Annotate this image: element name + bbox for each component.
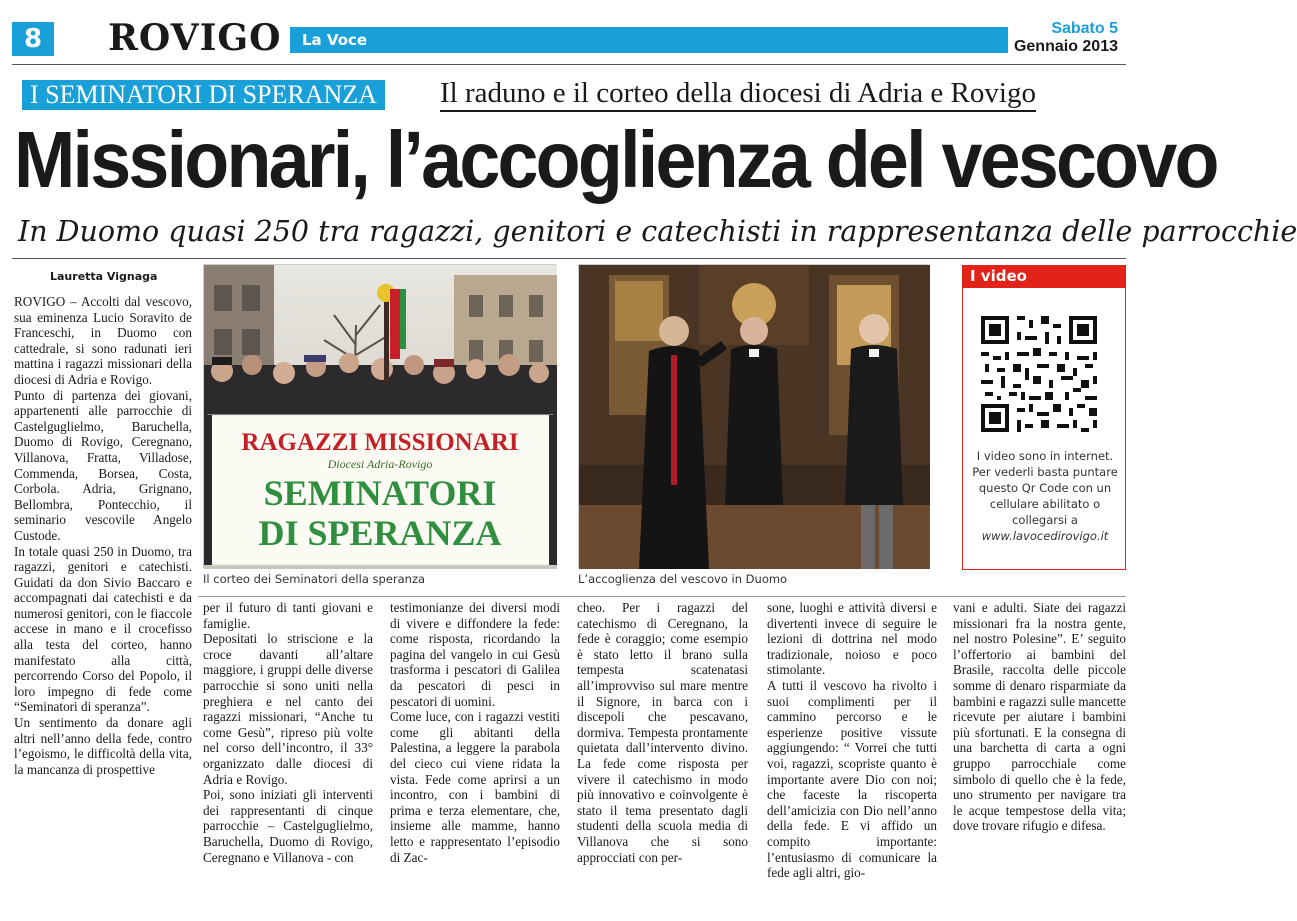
subheadline: Il raduno e il corteo della diocesi di Adria e Rovigo bbox=[440, 76, 1036, 112]
paragraph: Un sentimento da donare agli altri nell’anno della fede, contro l’egoismo, le difficoltà della vita, la mancanza di prospettive bbox=[14, 715, 192, 777]
kicker-label: I SEMINATORI DI SPERANZA bbox=[22, 80, 385, 110]
banner-text-diocese: Diocesi Adria-Rovigo bbox=[327, 457, 433, 471]
video-box bbox=[962, 265, 1126, 570]
article-column-6 bbox=[953, 600, 1126, 834]
columns-rule bbox=[198, 596, 1126, 597]
procession-photo bbox=[203, 264, 556, 568]
paragraph: testimonianze dei diversi modi di vivere e diffondere la fede: come risposta, ricordando la pagina del vangelo in cui Gesù trasforma i pescatori di Galilea da pescatori di pesci in pescatori di uomini. bbox=[390, 600, 560, 709]
video-box-body bbox=[962, 287, 1126, 570]
paragraph: per il futuro di tanti giovani e famiglie. bbox=[203, 600, 373, 631]
newspaper-name: La Voce bbox=[302, 31, 368, 49]
bishop-photo bbox=[578, 264, 929, 568]
byline: Lauretta Vignaga bbox=[50, 270, 158, 283]
issue-day: Sabato 5 bbox=[1051, 20, 1118, 37]
paragraph: Punto di partenza dei giovani, appartenenti alle parrocchie di Castelguglielmo, Baruchella, Duomo di Rovigo, Ceregnano, Villanova, Fratta, Villadose, Commenda, Borsea, Costa, Corbola. Adria, Grignano, Bellombra, Pontecchio, il seminario vescovile Angelo Custode. bbox=[14, 387, 192, 543]
video-box-text bbox=[969, 448, 1121, 544]
article-column-1 bbox=[14, 294, 192, 899]
paragraph: A tutti il vescovo ha rivolto i suoi complimenti per il cammino percorso e le esperienze positive vissute aggiungendo: “ Vorrei che tutti voi, ragazzi, scopriste quanto è importante avere Dio con noi; che faceste la riscoperta dell’amicizia con Dio nell’anno della fede. E vi affido un compito importante: l’entusiasmo di comunicare la fede agli altri, gio- bbox=[767, 677, 937, 881]
section-bar bbox=[290, 27, 1008, 53]
video-instructions: I video sono in internet. Per vederli basta puntare questo Qr Code con un cellulare abilitato o collegarsi a bbox=[972, 449, 1118, 527]
article-column-2 bbox=[203, 600, 373, 865]
photo2-caption: L’accoglienza del vescovo in Duomo bbox=[578, 572, 788, 586]
issue-date bbox=[1014, 20, 1118, 56]
article-column-3 bbox=[390, 600, 560, 865]
banner-text-main: SEMINATORI bbox=[263, 473, 497, 513]
paragraph: sone, luoghi e attività diversi e divertenti invece di seguire le lezioni di dottrina nel modo tradizionale, noioso e poco stimolante. bbox=[767, 600, 937, 678]
headline: Missionari, l’accoglienza del vescovo bbox=[14, 115, 1217, 204]
deck: In Duomo quasi 250 tra ragazzi, genitori e catechisti in rappresentanza delle parrocchie bbox=[18, 215, 1297, 248]
paragraph: vani e adulti. Siate dei ragazzi missionari fra la nostra gente, nel nostro Polesine”. E’ seguito l’offertorio ai bambini del Brasile, raccolta delle piccole somme di denaro risparmiate da bambini e ragazzi sulle mancette ricevute per aiutare i bambini più sfortunati. E la consegna di una barchetta di carta a ogni gruppo parrocchiale come simbolo di quello che è la fede, uno strumento per navigare tra le acque tempestose della vita; dove trovare rifugio e difesa. bbox=[953, 600, 1126, 834]
header-rule bbox=[12, 64, 1126, 65]
article-column-5 bbox=[767, 600, 937, 881]
paragraph: ROVIGO – Accolti dal vescovo, sua eminenza Lucio Soravito de Franceschi, in Duomo con cattedrale, si sono radunati ieri mattina i ragazzi missionari della diocesi di Adria e Rovigo. bbox=[14, 294, 192, 387]
headline-rule bbox=[12, 258, 1126, 259]
paragraph: Come luce, con i ragazzi vestiti come gli abitanti della Palestina, a leggere la parabola del cieco cui viene ridata la vista. Fede come aprirsi a un incontro, con i bambini di prima e terza elementare, che, insieme alle mamme, hanno letto e rappresentato l’episodio di Zac- bbox=[390, 709, 560, 865]
banner-text-sub: DI SPERANZA bbox=[258, 513, 502, 553]
section-city: ROVIGO bbox=[108, 17, 282, 59]
paragraph: Depositati lo striscione e la croce davanti all’altare maggiore, i gruppi delle diverse parrocchie si sono uniti nella preghiera e nel canto dei ragazzi missionari, “Anche tu come Gesù”, ripreso più volte nel corso dell’incontro, il 33° organizzato dalle diocesi di Adria e Rovigo. bbox=[203, 631, 373, 787]
page-number: 8 bbox=[12, 22, 54, 56]
website-link[interactable]: www.lavocedirovigo.it bbox=[981, 529, 1109, 543]
issue-month: Gennaio 2013 bbox=[1013, 38, 1118, 55]
qr-code-icon[interactable] bbox=[977, 312, 1101, 436]
banner-text-top: RAGAZZI MISSIONARI bbox=[241, 429, 519, 456]
photo1-caption: Il corteo dei Seminatori della speranza bbox=[203, 572, 426, 586]
video-box-title: I video bbox=[962, 265, 1126, 287]
paragraph: Poi, sono iniziati gli interventi dei rappresentanti di cinque parrocchie – Castelguglielmo, Baruchella, Duomo di Rovigo, Ceregnano e Villanova - con bbox=[203, 787, 373, 865]
article-column-4 bbox=[577, 600, 748, 865]
paragraph: In totale quasi 250 in Duomo, tra ragazzi, genitori e catechisti. Guidati da don Sivio Baccaro e accompagnati dai catechisti e da numerosi genitori, con le fiaccole accese in mano e il crocefisso alla testa del corteo, hanno manifestato alla città, percorrendo Corso del Popolo, il loro impegno di fede come “Seminatori di speranza”. bbox=[14, 543, 192, 715]
paragraph: cheo. Per i ragazzi del catechismo di Ceregnano, la fede è coraggio; come esempio è stato letto il brano sulla tempesta scatenatasi all’improvviso sul mare mentre il Signore, in barca con i discepoli che pescavano, dormiva. Tempesta prontamente quietata dall’intervento divino. La fede come risposta per vivere il catechismo in modo più innovativo e coinvolgente è stato il tema presentato dagli studenti della scuola media di Villanova che si sono approcciati con per- bbox=[577, 600, 748, 865]
